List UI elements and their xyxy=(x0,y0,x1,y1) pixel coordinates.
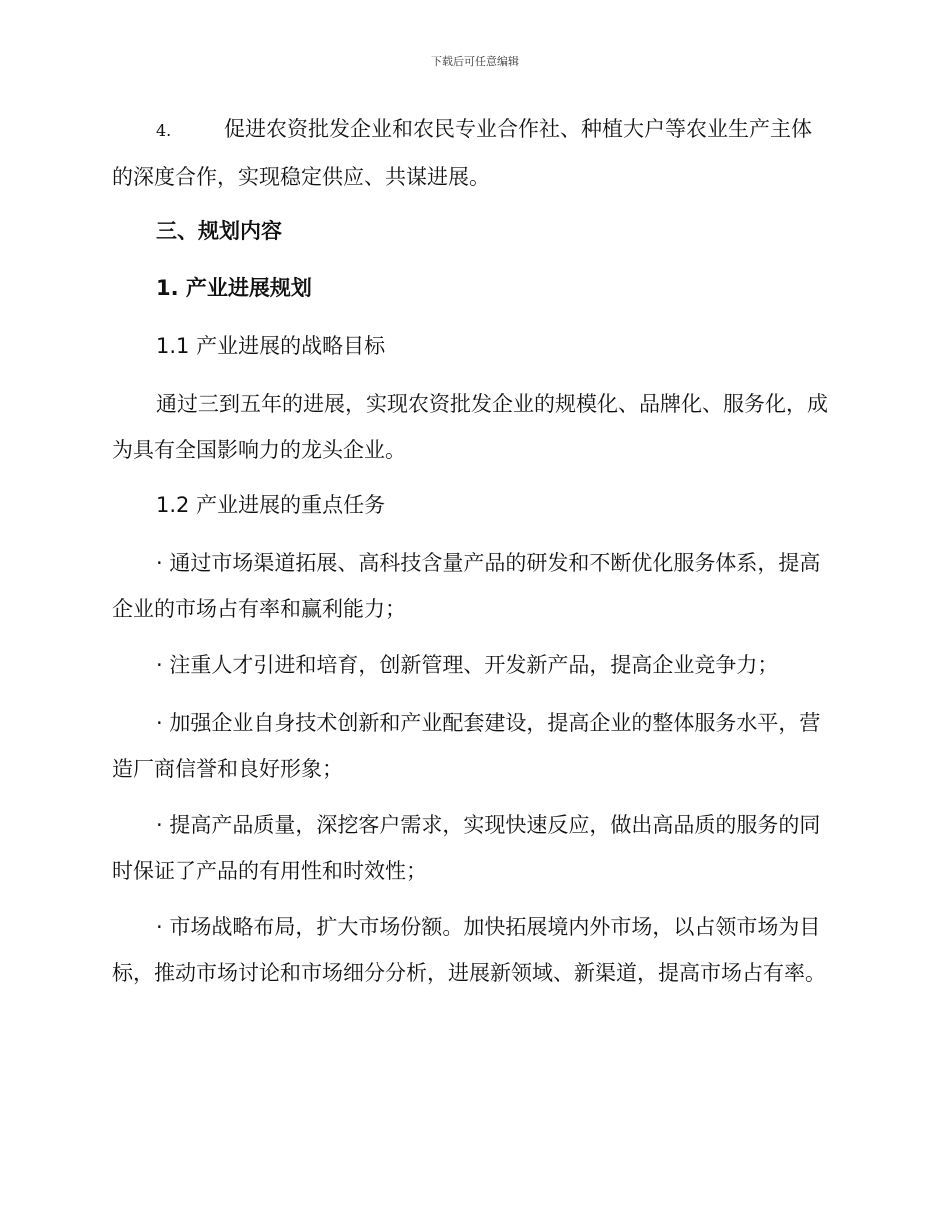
list-item-4 xyxy=(112,106,836,200)
bullet-item: · 市场战略布局，扩大市场份额。加快拓展境内外市场，以占领市场为目标，推动市场讨论和市场细分分析，进展新领域、新渠道，提高市场占有率。 xyxy=(112,915,826,985)
subsection-1-1-title: 1.1 产业进展的战略目标 xyxy=(156,334,386,358)
bullet-item: · 通过市场渠道拓展、高科技含量产品的研发和不断优化服务体系，提高企业的市场占有率和赢利能力； xyxy=(112,551,821,621)
subsection-1-2-title: 1.2 产业进展的重点任务 xyxy=(156,493,386,517)
list-item-number: 4. xyxy=(156,121,172,140)
list-item-text-line2: 的深度合作，实现稳定供应、共谋进展。 xyxy=(112,165,490,189)
bullet-item: · 注重人才引进和培育，创新管理、开发新产品，提高企业竞争力； xyxy=(156,653,779,677)
page-header: 下载后可任意编辑 xyxy=(431,55,519,68)
section-heading: 三、规划内容 xyxy=(156,219,282,243)
list-item-text-line1: 促进农资批发企业和农民专业合作社、种植大户等农业生产主体 xyxy=(224,117,812,141)
goal-paragraph: 通过三到五年的进展，实现农资批发企业的规模化、品牌化、服务化，成为具有全国影响力的龙头企业。 xyxy=(112,392,828,462)
bullet-item: · 提高产品质量，深挖客户需求，实现快速反应，做出高品质的服务的同时保证了产品的有用性和时效性； xyxy=(112,813,821,883)
bullet-item: · 加强企业自身技术创新和产业配套建设，提高企业的整体服务水平，营造厂商信誉和良好形象； xyxy=(112,711,821,781)
subsection-heading: 1. 产业进展规划 xyxy=(156,276,312,300)
